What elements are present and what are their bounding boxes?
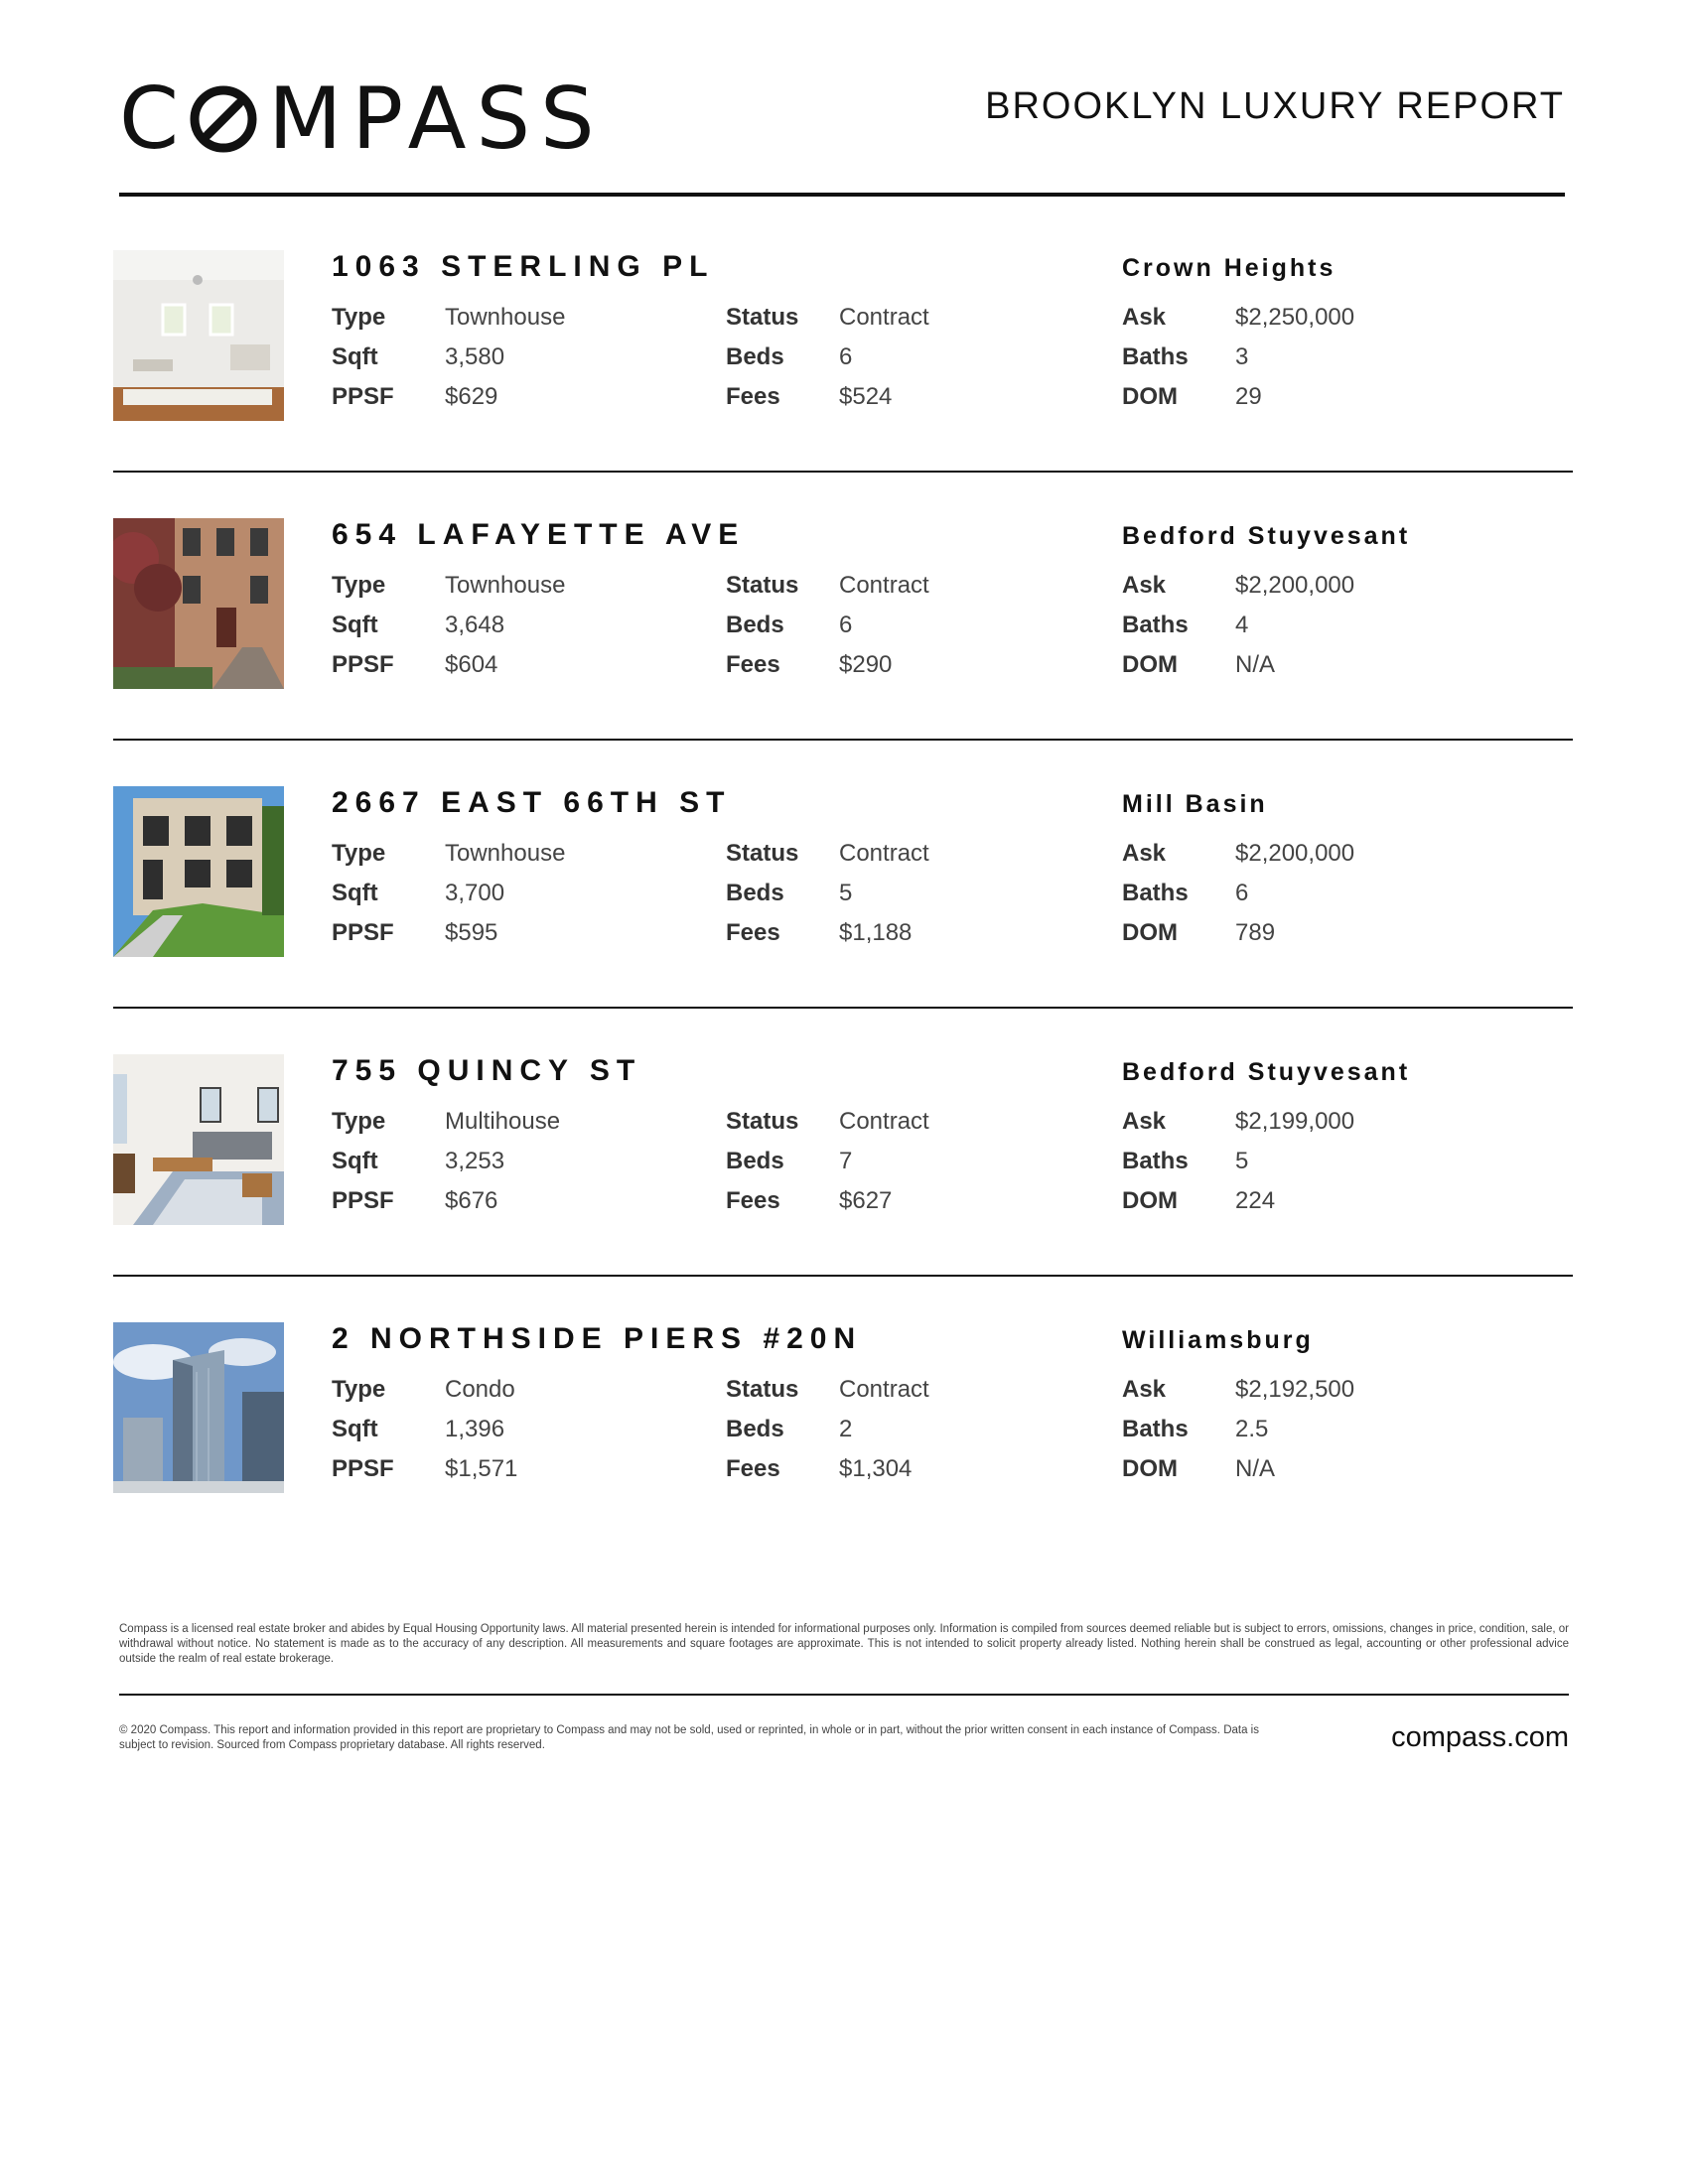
ask-value: $2,200,000 — [1235, 572, 1355, 599]
fees-label: Fees — [726, 1455, 780, 1482]
dom-label: DOM — [1122, 919, 1178, 946]
status-value: Contract — [839, 1376, 929, 1403]
listing-card — [113, 518, 1573, 689]
ppsf-value: $676 — [445, 1187, 498, 1214]
baths-value: 4 — [1235, 612, 1249, 638]
sqft-value: 1,396 — [445, 1416, 505, 1442]
listing-card — [113, 786, 1573, 957]
sqft-value: 3,253 — [445, 1148, 505, 1174]
type-value: Multihouse — [445, 1108, 561, 1135]
type-value: Townhouse — [445, 840, 566, 867]
sqft-label: Sqft — [332, 343, 378, 370]
logo-letters-mpass: MPASS — [268, 69, 605, 169]
baths-label: Baths — [1122, 612, 1189, 638]
type-value: Townhouse — [445, 304, 566, 331]
ask-value: $2,192,500 — [1235, 1376, 1355, 1403]
compass-logo-o-icon — [189, 84, 258, 154]
fees-label: Fees — [726, 383, 780, 410]
listing-divider — [113, 471, 1573, 473]
status-label: Status — [726, 1108, 799, 1135]
status-value: Contract — [839, 840, 929, 867]
copyright-notice: © 2020 Compass. This report and information provided in this report are proprietary to Compass and may not be sold, used or reprinted, in whole or in part, without the prior written consent in each instance of Compass. Data is subject to revision. Sourced from Compass proprietary database. All rights reserved. — [119, 1724, 1259, 1751]
footer-divider — [119, 1694, 1569, 1696]
fees-value: $1,304 — [839, 1455, 913, 1482]
website-link[interactable]: compass.com — [1391, 1721, 1569, 1753]
sqft-value: 3,648 — [445, 612, 505, 638]
fees-label: Fees — [726, 919, 780, 946]
baths-label: Baths — [1122, 880, 1189, 906]
listing-photo — [113, 1322, 284, 1493]
type-label: Type — [332, 1108, 386, 1135]
ppsf-value: $604 — [445, 651, 498, 678]
dom-label: DOM — [1122, 383, 1178, 410]
status-label: Status — [726, 304, 799, 331]
baths-value: 2.5 — [1235, 1416, 1269, 1442]
beds-value: 7 — [839, 1148, 853, 1174]
beds-value: 6 — [839, 612, 853, 638]
beds-label: Beds — [726, 612, 784, 638]
listing-divider — [113, 1007, 1573, 1009]
fees-value: $627 — [839, 1187, 893, 1214]
fees-label: Fees — [726, 651, 780, 678]
listing-card — [113, 250, 1573, 421]
listing-neighborhood: Bedford Stuyvesant — [1122, 522, 1411, 550]
fees-value: $290 — [839, 651, 893, 678]
dom-value: N/A — [1235, 651, 1276, 678]
status-value: Contract — [839, 304, 929, 331]
listing-divider — [113, 739, 1573, 741]
sqft-label: Sqft — [332, 1416, 378, 1442]
ask-value: $2,250,000 — [1235, 304, 1355, 331]
beds-label: Beds — [726, 343, 784, 370]
dom-value: N/A — [1235, 1455, 1276, 1482]
status-value: Contract — [839, 1108, 929, 1135]
ppsf-label: PPSF — [332, 651, 394, 678]
fees-label: Fees — [726, 1187, 780, 1214]
report-header — [119, 69, 1565, 169]
logo-letter-c: C — [119, 69, 190, 169]
beds-value: 2 — [839, 1416, 853, 1442]
ask-label: Ask — [1122, 1108, 1167, 1135]
ask-label: Ask — [1122, 572, 1167, 599]
ppsf-label: PPSF — [332, 1455, 394, 1482]
ppsf-label: PPSF — [332, 1187, 394, 1214]
beds-label: Beds — [726, 1416, 784, 1442]
type-value: Townhouse — [445, 572, 566, 599]
dom-value: 29 — [1235, 383, 1262, 410]
header-divider — [119, 193, 1565, 197]
legal-disclaimer: Compass is a licensed real estate broker and abides by Equal Housing Opportunity laws. All material presented herein is intended for informational purposes only. Information is compiled from sources deemed reliable but is subject to errors, omissions, changes in price, condition, sale, or withdrawal without notice. No statement is made as to the accuracy of any description. All measurements and square footages are approximate. This is not intended to solicit property already listed. Nothing herein shall be construed as legal, accounting or other professional advice outside the realm of real estate brokerage. — [119, 1623, 1569, 1665]
type-label: Type — [332, 304, 386, 331]
ask-value: $2,200,000 — [1235, 840, 1355, 867]
status-value: Contract — [839, 572, 929, 599]
sqft-value: 3,580 — [445, 343, 505, 370]
ppsf-label: PPSF — [332, 919, 394, 946]
ppsf-value: $1,571 — [445, 1455, 518, 1482]
dom-value: 789 — [1235, 919, 1276, 946]
listing-divider — [113, 1275, 1573, 1277]
beds-value: 6 — [839, 343, 853, 370]
fees-value: $524 — [839, 383, 893, 410]
baths-value: 6 — [1235, 880, 1249, 906]
dom-label: DOM — [1122, 1187, 1178, 1214]
listing-address: 1063 STERLING PL — [332, 250, 715, 283]
compass-logo — [119, 69, 605, 169]
listing-photo — [113, 518, 284, 689]
dom-label: DOM — [1122, 1455, 1178, 1482]
sqft-label: Sqft — [332, 1148, 378, 1174]
baths-value: 3 — [1235, 343, 1249, 370]
dom-value: 224 — [1235, 1187, 1276, 1214]
ask-value: $2,199,000 — [1235, 1108, 1355, 1135]
baths-label: Baths — [1122, 1416, 1189, 1442]
listing-card — [113, 1054, 1573, 1225]
beds-label: Beds — [726, 1148, 784, 1174]
ppsf-value: $595 — [445, 919, 498, 946]
sqft-label: Sqft — [332, 612, 378, 638]
type-value: Condo — [445, 1376, 515, 1403]
listing-photo — [113, 250, 284, 421]
listing-address: 2 NORTHSIDE PIERS #20N — [332, 1322, 863, 1355]
baths-label: Baths — [1122, 343, 1189, 370]
listing-address: 654 LAFAYETTE AVE — [332, 518, 746, 551]
status-label: Status — [726, 840, 799, 867]
type-label: Type — [332, 1376, 386, 1403]
baths-value: 5 — [1235, 1148, 1249, 1174]
status-label: Status — [726, 1376, 799, 1403]
ask-label: Ask — [1122, 840, 1167, 867]
listing-photo — [113, 786, 284, 957]
ppsf-label: PPSF — [332, 383, 394, 410]
ppsf-value: $629 — [445, 383, 498, 410]
listing-card — [113, 1322, 1573, 1493]
sqft-label: Sqft — [332, 880, 378, 906]
listing-address: 755 QUINCY ST — [332, 1054, 642, 1087]
ask-label: Ask — [1122, 1376, 1167, 1403]
listing-neighborhood: Crown Heights — [1122, 254, 1336, 282]
type-label: Type — [332, 840, 386, 867]
sqft-value: 3,700 — [445, 880, 505, 906]
listing-neighborhood: Williamsburg — [1122, 1326, 1314, 1354]
listing-neighborhood: Mill Basin — [1122, 790, 1268, 818]
ask-label: Ask — [1122, 304, 1167, 331]
status-label: Status — [726, 572, 799, 599]
fees-value: $1,188 — [839, 919, 913, 946]
listing-neighborhood: Bedford Stuyvesant — [1122, 1058, 1411, 1086]
dom-label: DOM — [1122, 651, 1178, 678]
beds-value: 5 — [839, 880, 853, 906]
baths-label: Baths — [1122, 1148, 1189, 1174]
listing-photo — [113, 1054, 284, 1225]
report-title: BROOKLYN LUXURY REPORT — [985, 85, 1565, 127]
listing-address: 2667 EAST 66TH ST — [332, 786, 732, 819]
type-label: Type — [332, 572, 386, 599]
beds-label: Beds — [726, 880, 784, 906]
